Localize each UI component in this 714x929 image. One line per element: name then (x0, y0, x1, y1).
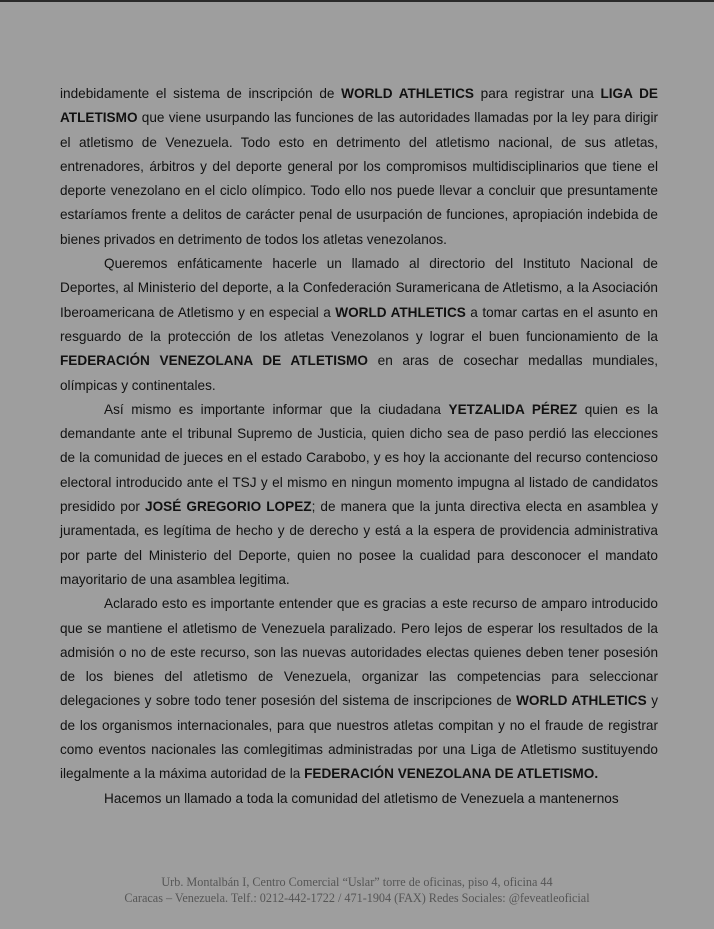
paragraph (60, 82, 658, 252)
page-footer (0, 874, 714, 906)
bold-text: WORLD ATHLETICS (516, 693, 647, 709)
bold-text: WORLD ATHLETICS (341, 86, 474, 101)
footer-contact: Caracas – Venezuela. Telf.: 0212-442-1722 / 471-1904 (FAX) Redes Sociales: @feveatleoficial (124, 891, 590, 905)
text-segment: en aras de cosechar medallas mundiales, olímpicas y continentales. (60, 353, 658, 393)
bold-text: FEDERACIÓN VENEZOLANA DE ATLETISMO (60, 353, 368, 369)
text-segment: Hacemos un llamado a toda la comunidad del atletismo de Venezuela a mantenernos (104, 790, 619, 806)
paragraph (60, 398, 658, 592)
paragraph (60, 592, 658, 786)
document-body (60, 82, 658, 811)
footer-address: Urb. Montalbán I, Centro Comercial “Uslar” torre de oficinas, piso 4, oficina 44 (161, 875, 553, 889)
bold-text: FEDERACIÓN VENEZOLANA DE ATLETISMO. (304, 766, 599, 782)
paragraph (60, 787, 658, 811)
bold-text: YETZALIDA PÉREZ (448, 401, 578, 417)
paragraph (60, 252, 658, 398)
page-top-border (0, 0, 714, 2)
text-segment: indebidamente el sistema de inscripción de (60, 86, 342, 101)
bold-text: LIGA DE ATLETISMO (60, 86, 658, 126)
text-segment: quien es la demandante ante el tribunal Supremo de Justicia, quien dicho sea de paso perdió las elecciones de la comunidad de jueces en el estado Carabobo, y es hoy la accionante del recurso contencioso electoral introducido ante el TSJ y el mismo en ningun momento impugna al listado de candidatos presidido por (60, 401, 658, 515)
text-segment: que viene usurpando las funciones de las autoridades llamadas por la ley para dirigir el atletismo de Venezuela. Todo esto en detrimento del atletismo nacional, de sus atletas, entrenadores, árbitros y del deporte general por los compromisos multidisciplinarios que tiene el deporte venezolano en el ciclo olímpico. Todo ello nos puede llevar a concluir que presuntamente estaríamos frente a delitos de carácter penal de usurpación de funciones, apropiación indebida de bienes privados en detrimento de todos los atletas venezolanos. (60, 110, 658, 247)
bold-text: JOSÉ GREGORIO LOPEZ (145, 499, 312, 515)
text-segment: y de los organismos internacionales, para que nuestros atletas compitan y no el fraude de registrar como eventos nacionales las comlegitimas administradas por una Liga de Atletismo sustituyendo ilegalmente a la máxima autoridad de la (60, 693, 659, 782)
text-segment: a tomar cartas en el asunto en resguardo de la protección de los atletas Venezolanos y lograr el buen funcionamiento de la (60, 304, 658, 344)
text-segment: ; de manera que la junta directiva electa en asamblea y juramentada, es legítima de hecho y de derecho y está a la espera de providencia administrativa por parte del Ministerio del Deporte, quien no posee la cualidad para desconocer el mandato mayoritario de una asamblea legitima. (60, 499, 658, 587)
text-segment: Queremos enfáticamente hacerle un llamado al directorio del Instituto Nacional de Deportes, al Ministerio del deporte, a la Confederación Suramericana de Atletismo, a la Asociación Iberoamericana de Atletismo y en especial a (60, 256, 658, 320)
text-segment: Así mismo es importante informar que la ciudadana (104, 401, 449, 417)
text-segment: Aclarado esto es importante entender que es gracias a este recurso de amparo introducido que se mantiene el atletismo de Venezuela paralizado. Pero lejos de esperar los resultados de la admisión o no de este recurso, son las nuevas autoridades electas quienes deben tener posesión de los bienes del atletismo de Venezuela, organizar las competencias para seleccionar delegaciones y sobre todo tener posesión del sistema de inscripciones de (60, 596, 658, 709)
bold-text: WORLD ATHLETICS (335, 304, 466, 320)
text-segment: para registrar una (473, 86, 601, 101)
